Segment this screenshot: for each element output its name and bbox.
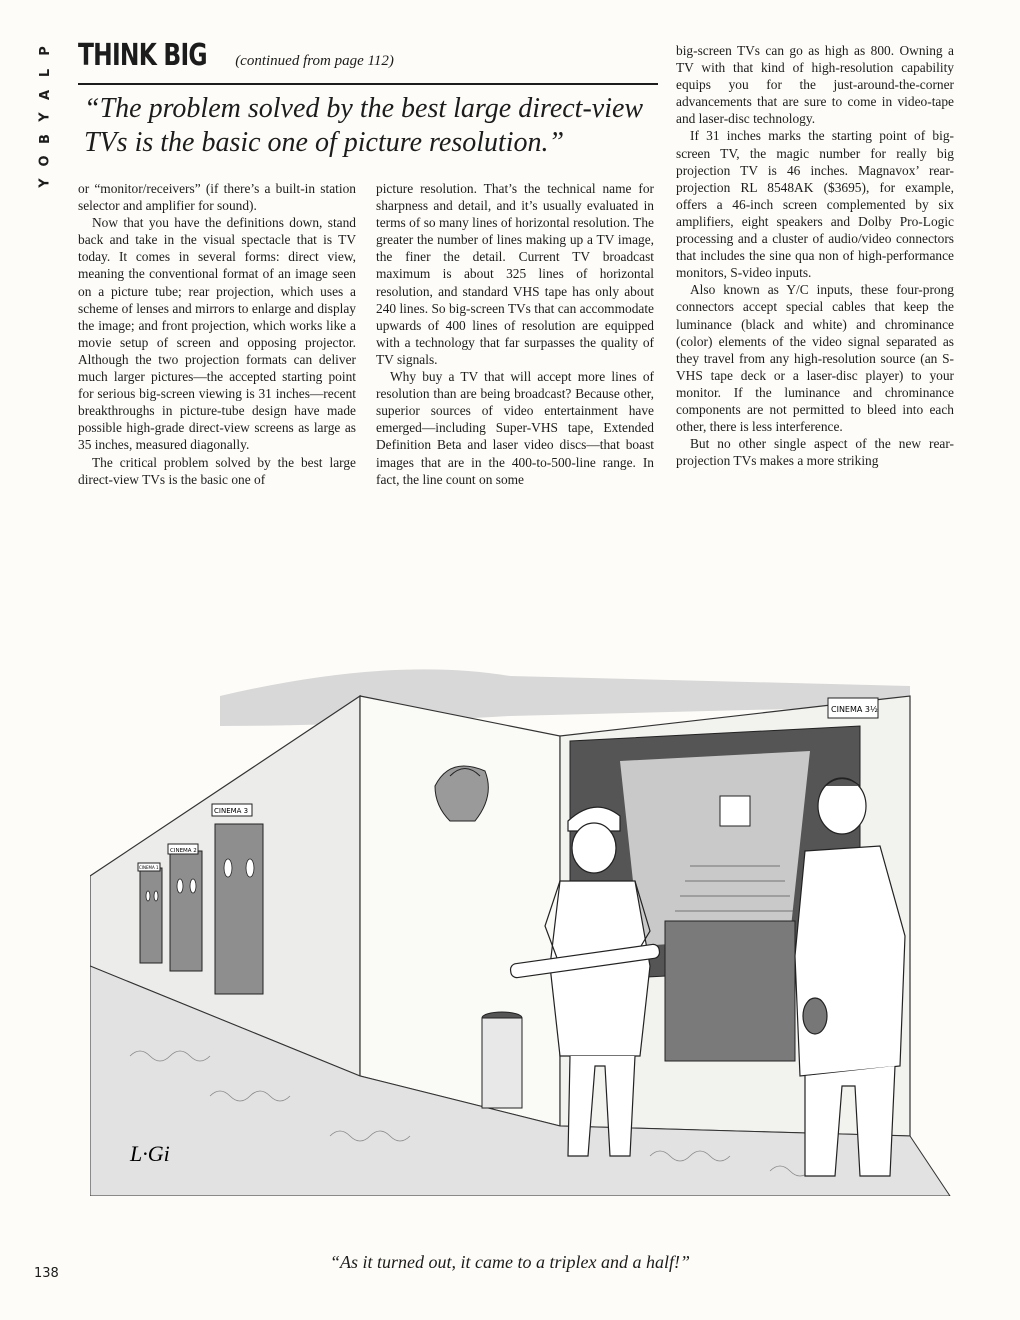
wall-block	[360, 696, 560, 1126]
paragraph: Why buy a TV that will accept more lines of resolution than are being broadcast? Because other, superior sources of video entertainment have emerged—including Super-VHS tape, Extended Definition Beta and laser video discs—that boast images that are in the 400-to-500-line range. In fact, the line count on some	[376, 369, 654, 487]
brand-letter: B	[37, 134, 53, 144]
text-column-2	[376, 180, 654, 488]
artist-signature: L·Gi	[130, 1141, 170, 1166]
paragraph: big-screen TVs can go as high as 800. Owning a TV with that kind of high-resolution capability equips you for the just-around-the-corner advancements that are sure to come in video-tape and laser-disc technology.	[676, 43, 954, 127]
brand-letter: Y	[37, 178, 53, 188]
header-rule	[78, 83, 658, 85]
cartoon-illustration	[90, 636, 970, 1196]
paragraph: Now that you have the definitions down, stand back and take in the visual spectacle that is TV today. It comes in several forms: direct view, meaning the conventional format of an image seen on a picture tube; rear projection, which uses a scheme of lenses and mirrors to enlarge and display the image; and front projection, which works like a movie setup of screen and opposing projector. Although the two projection formats can deliver much larger pictures—the accepted starting point for serious big-screen viewing is 31 inches—recent breakthroughs in picture-tube design have made possible high-grade direct-view screens as large as 35 inches, measured diagonally.	[78, 215, 356, 453]
paragraph: The critical problem solved by the best large direct-view TVs is the basic one of	[78, 454, 356, 487]
article-header	[78, 38, 658, 85]
tiny-theater-interior	[620, 751, 810, 946]
cinema-half-sign	[828, 698, 878, 718]
paragraph: If 31 inches marks the starting point of big-screen TV, the magic number for really big projection TV is 46 inches. Magnavox’ rear-projection RL 8548AK ($3695), for example, offers a 46-inch screen complemented by six amplifiers, eight speakers and Dolby Pro-Logic processing and a cluster of audio/video connectors that includes the sine qua non of high-performance monitors, S-video inputs.	[676, 128, 954, 281]
text-column-3	[676, 42, 954, 469]
cinema-sign: CINEMA 2	[170, 848, 197, 854]
trash-can	[482, 1012, 522, 1108]
pull-quote: “The problem solved by the best large direct-view TVs is the basic one of picture resolution.”	[84, 93, 644, 158]
text-column-1	[78, 180, 356, 488]
paragraph: or “monitor/receivers” (if there’s a built-in station selector and amplifier for sound).	[78, 181, 356, 214]
paragraph: picture resolution. That’s the technical name for sharpness and detail, and it’s usually evaluated in terms of so many lines of horizontal resolution. The greater the number of lines making up a TV image, the finer the detail. Current TV broadcast maximum is about 325 lines of horizontal resolution, and standard VHS tape has only about 240 lines. So big-screen TVs that can accommodate upwards of 400 lines of resolution are equipped with a technology that far surpasses the quality of TV signals.	[376, 181, 654, 367]
article-title: THINK BIG	[78, 38, 207, 73]
paragraph: Also known as Y/C inputs, these four-prong connectors accept special cables that keep the luminance (black and white) and chrominance (color) elements of the video signal separated as they travel from any high-resolution source (an S-VHS tape deck or a laser-disc player) to your monitor. If the luminance and chrominance components are not permitted to bleed into each other, there is less interference.	[676, 282, 954, 435]
wall-sconce	[435, 766, 488, 821]
playboy-side-logo	[36, 40, 56, 194]
page-number: 138	[34, 1266, 59, 1281]
cinema-sign: CINEMA 3	[214, 807, 249, 815]
continued-note: (continued from page 112)	[235, 53, 394, 69]
paragraph: But no other single aspect of the new rear-projection TVs makes a more striking	[676, 436, 954, 469]
cartoon-caption: “As it turned out, it came to a triplex and a half!”	[330, 1252, 690, 1272]
seat-back-partition	[665, 921, 795, 1061]
tiny-theater-screen	[720, 796, 750, 826]
brand-letter: O	[38, 155, 53, 167]
cinema-sign: CINEMA 1	[139, 865, 159, 870]
brand-letter: P	[38, 46, 53, 56]
brand-letter: L	[37, 68, 53, 78]
brand-letter: Y	[37, 112, 53, 122]
cinema-sign: CINEMA 3½	[831, 705, 878, 714]
brand-letter: A	[38, 89, 53, 101]
